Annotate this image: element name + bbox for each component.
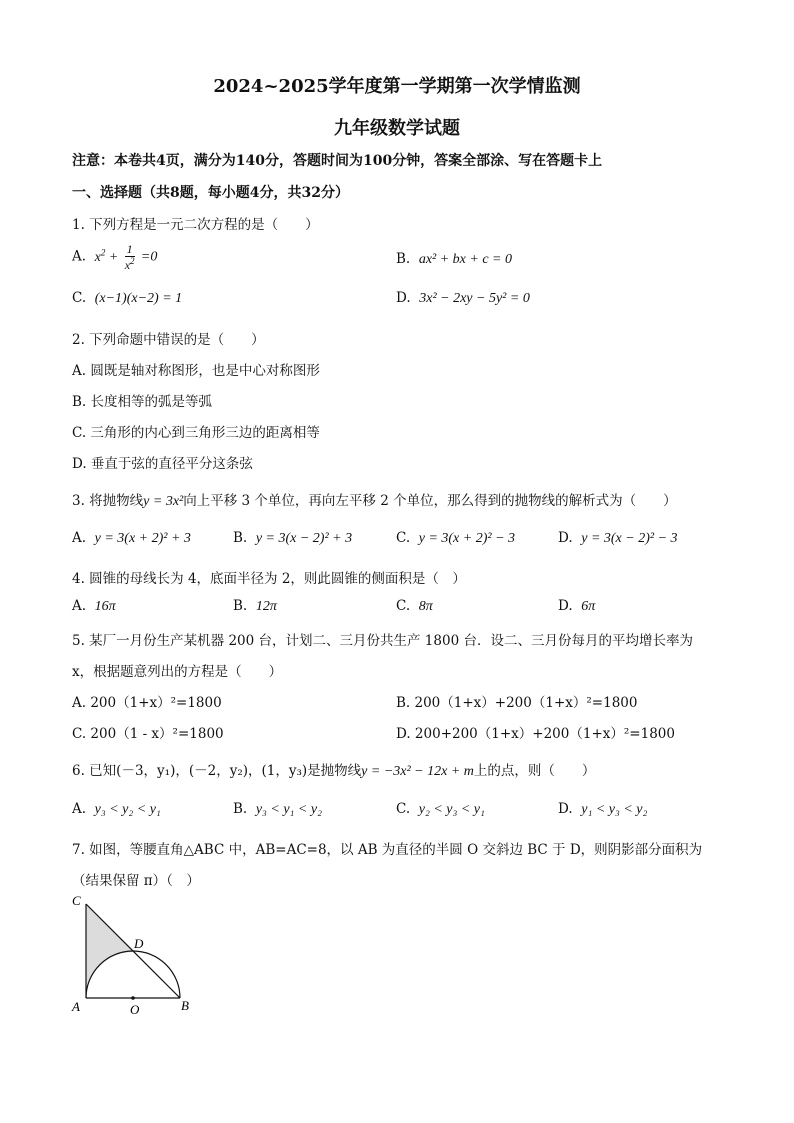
q3-option-d: D. y = 3(x − 2)² − 3 — [558, 530, 678, 546]
q3-option-c: C. y = 3(x + 2)² − 3 — [396, 530, 516, 546]
q7-stem-line2: （结果保留 π）（ ） — [72, 873, 200, 889]
center-point — [131, 996, 135, 1000]
q5-option-c: C. 200（1 - x）²=1800 — [72, 726, 224, 742]
exam-subtitle: 九年级数学试题 — [334, 118, 460, 139]
q1-option-b: B. ax² + bx + c = 0 — [396, 251, 512, 267]
q5-stem-line1: 5. 某厂一月份生产某机器 200 台，计划二、三月份共生产 1800 台．设二、三月份每月的平均增长率为 — [72, 633, 693, 649]
q7-figure — [68, 892, 198, 1017]
q6-option-c: C. y₂ < y₃ < y₁ — [396, 801, 485, 817]
q2-option-a: A. 圆既是轴对称图形，也是中心对称图形 — [72, 363, 320, 379]
q6-stem: 6. 已知(－3，y₁)，(－2，y₂)，(1，y₃)是抛物线y = −3x² − 12x + m上的点，则（ ） — [72, 763, 596, 779]
q5-stem-line2: x，根据题意列出的方程是（ ） — [72, 664, 283, 680]
q3-option-b: B. y = 3(x − 2)² + 3 — [233, 530, 353, 546]
label-c: C — [72, 893, 81, 908]
q2-option-c: C. 三角形的内心到三角形三边的距离相等 — [72, 425, 320, 441]
q5-option-d: D. 200+200（1+x）+200（1+x）²=1800 — [396, 726, 675, 742]
q4-option-b: B. 12π — [233, 598, 277, 614]
notice: 注意：本卷共4页，满分为140分，答题时间为100分钟，答案全部涂、写在答题卡上 — [72, 153, 603, 169]
label-d: D — [134, 936, 144, 951]
q2-option-b: B. 长度相等的弧是等弧 — [72, 394, 213, 410]
q1-stem: 1. 下列方程是一元二次方程的是（ ） — [72, 217, 319, 233]
section-heading: 一、选择题（共8题，每小题4分，共32分） — [72, 185, 349, 201]
q6-option-d: D. y₁ < y₃ < y₂ — [558, 801, 648, 817]
q5-option-b: B. 200（1+x）+200（1+x）²=1800 — [396, 695, 638, 711]
label-a: A — [72, 999, 80, 1014]
q4-option-c: C. 8π — [396, 598, 433, 614]
q7-stem-line1: 7. 如图，等腰直角△ABC 中，AB=AC=8，以 AB 为直径的半圆 O 交斜边 BC 于 D，则阴影部分面积为 — [72, 842, 703, 858]
q3-option-a: A. y = 3(x + 2)² + 3 — [72, 530, 191, 546]
exam-title: 2024~2025学年度第一学期第一次学情监测 — [213, 76, 581, 97]
label-o: O — [130, 1002, 140, 1017]
q2-option-d: D. 垂直于弦的直径平分这条弦 — [72, 456, 253, 472]
q1-option-c: C. (x−1)(x−2) = 1 — [72, 290, 183, 306]
q6-option-b: B. y₃ < y₁ < y₂ — [233, 801, 322, 817]
q4-stem: 4. 圆锥的母线长为 4，底面半径为 2，则此圆锥的侧面积是（ ） — [72, 571, 466, 587]
q5-option-a: A. 200（1+x）²=1800 — [72, 695, 222, 711]
q2-stem: 2. 下列命题中错误的是（ ） — [72, 332, 265, 348]
q6-option-a: A. y₃ < y₂ < y₁ — [72, 801, 161, 817]
q4-option-d: D. 6π — [558, 598, 596, 614]
q3-stem: 3. 将抛物线y = 3x²向上平移 3 个单位，再向左平移 2 个单位，那么得到的抛物线的解析式为（ ） — [72, 493, 677, 509]
q1-option-a: A. $x^2$ + $\frac{1}{x^2}$ =0 — [72, 242, 158, 272]
q1-a-den: $x^2$ — [124, 256, 135, 272]
q1-option-d: D. 3x² − 2xy − 5y² = 0 — [396, 290, 530, 306]
q4-option-a: A. 16π — [72, 598, 116, 614]
label-b: B — [181, 998, 189, 1013]
